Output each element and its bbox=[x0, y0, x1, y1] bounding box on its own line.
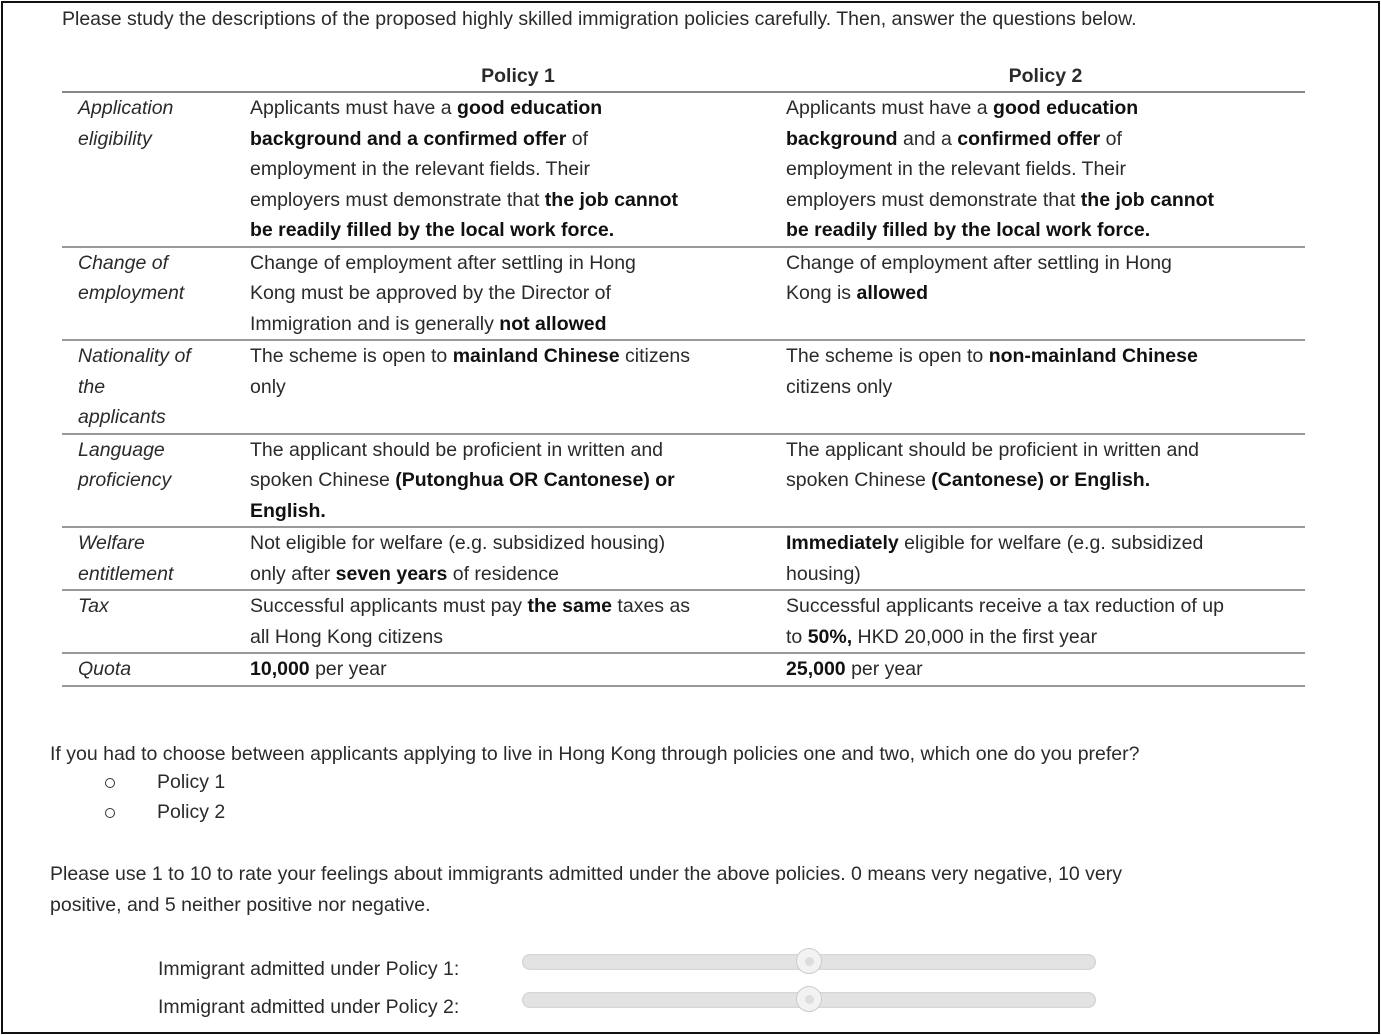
bold-text: the same bbox=[527, 595, 613, 617]
slider-label-policy-2: Immigrant admitted under Policy 2: bbox=[158, 996, 460, 1018]
bold-text: Immediately bbox=[786, 532, 899, 554]
text: Change of employment after settling in Hong bbox=[786, 251, 1172, 274]
text: The scheme is open to bbox=[250, 345, 453, 367]
row-label bbox=[62, 92, 250, 247]
text: The applicant should be proficient in written and bbox=[250, 438, 664, 461]
row-label-line: Language bbox=[78, 438, 165, 461]
cell-line bbox=[250, 591, 786, 622]
slider-thumb[interactable] bbox=[796, 986, 822, 1012]
row-label-line: applicants bbox=[78, 406, 166, 428]
text: all Hong Kong citizens bbox=[250, 625, 443, 648]
policy-1-cell bbox=[250, 527, 786, 590]
bold-text: non-mainland Chinese bbox=[988, 345, 1198, 367]
cell-line bbox=[250, 559, 786, 590]
cell-line bbox=[786, 215, 1305, 246]
text: of bbox=[1100, 127, 1122, 150]
bold-text: confirmed offer bbox=[957, 127, 1101, 150]
radio-policy-2[interactable] bbox=[105, 808, 115, 818]
bold-text: seven years bbox=[335, 562, 448, 585]
policy-1-cell bbox=[250, 590, 786, 653]
bold-text: English. bbox=[250, 499, 326, 522]
option-label: Policy 1 bbox=[157, 771, 226, 793]
table-row bbox=[62, 434, 1305, 528]
policy-1-cell bbox=[250, 247, 786, 341]
bold-text: mainland Chinese bbox=[452, 345, 620, 367]
cell-line bbox=[786, 185, 1305, 216]
table-row bbox=[62, 247, 1305, 341]
cell-line bbox=[250, 435, 786, 466]
row-label-line: entitlement bbox=[78, 562, 174, 585]
row-label bbox=[62, 527, 250, 590]
row-label-line: Application bbox=[78, 97, 174, 119]
text: Kong must be approved by the Director of bbox=[250, 282, 611, 304]
text: HKD 20,000 in the first year bbox=[852, 625, 1098, 648]
cell-line bbox=[250, 341, 786, 372]
bold-text: (Cantonese) or English. bbox=[931, 469, 1151, 491]
cell-line bbox=[250, 93, 786, 124]
cell-line bbox=[786, 528, 1305, 559]
cell-line bbox=[250, 528, 786, 559]
cell-line bbox=[250, 248, 786, 279]
cell-line bbox=[786, 248, 1305, 279]
text: of bbox=[566, 127, 589, 150]
text: and a bbox=[897, 127, 958, 150]
cell-line bbox=[250, 496, 786, 527]
text: employment in the relevant fields. Their bbox=[250, 158, 590, 180]
bold-text: background and a confirmed offer bbox=[250, 127, 567, 150]
cell-line bbox=[250, 124, 786, 155]
policy-table bbox=[62, 62, 1305, 687]
text: per year bbox=[845, 658, 923, 680]
policy-2-cell bbox=[786, 527, 1305, 590]
bold-text: (Putonghua OR Cantonese) or bbox=[395, 469, 675, 491]
policy-2-cell bbox=[786, 434, 1305, 528]
cell-line bbox=[786, 154, 1305, 185]
bold-text: be readily filled by the local work force. bbox=[250, 219, 615, 241]
policy-2-cell bbox=[786, 247, 1305, 341]
bold-text: 25,000 bbox=[786, 658, 846, 680]
cell-line bbox=[786, 591, 1305, 622]
slider-label-policy-1: Immigrant admitted under Policy 1: bbox=[158, 958, 460, 980]
text: Applicants must have a bbox=[786, 97, 994, 119]
policy-2-cell bbox=[786, 653, 1305, 686]
cell-line bbox=[786, 93, 1305, 124]
text: Immigration and is generally bbox=[250, 312, 500, 335]
text: eligible for welfare (e.g. subsidized bbox=[898, 532, 1204, 554]
text: of residence bbox=[447, 562, 559, 585]
text: employers must demonstrate that bbox=[250, 188, 545, 211]
row-label-line: Nationality of bbox=[78, 345, 191, 367]
row-label-line: Welfare bbox=[78, 532, 145, 554]
cell-line bbox=[250, 154, 786, 185]
text: only bbox=[250, 375, 286, 398]
table-row bbox=[62, 92, 1305, 247]
row-label-line: eligibility bbox=[78, 127, 152, 150]
policy-2-cell bbox=[786, 340, 1305, 434]
row-label bbox=[62, 590, 250, 653]
cell-line bbox=[250, 185, 786, 216]
bold-text: background bbox=[786, 127, 898, 150]
row-label-line: employment bbox=[78, 282, 185, 304]
row-label bbox=[62, 340, 250, 434]
row-label-line: the bbox=[78, 375, 106, 398]
row-label-line: Change of bbox=[78, 251, 168, 274]
cell-line bbox=[250, 309, 786, 340]
option-label: Policy 2 bbox=[157, 801, 226, 823]
text: citizens bbox=[619, 345, 691, 367]
bold-text: be readily filled by the local work force. bbox=[786, 219, 1151, 241]
text: taxes as bbox=[612, 595, 691, 617]
text: The scheme is open to bbox=[786, 345, 989, 367]
question-line: Please use 1 to 10 to rate your feelings about immigrants admitted under the above policies. 0 means very negative, 10 very bbox=[50, 863, 1123, 885]
text: Applicants must have a bbox=[250, 97, 458, 119]
cell-line bbox=[786, 124, 1305, 155]
row-label-line: Quota bbox=[78, 658, 132, 680]
text: employment in the relevant fields. Their bbox=[786, 158, 1126, 180]
text: The applicant should be proficient in written and bbox=[786, 438, 1200, 461]
text: Change of employment after settling in Hong bbox=[250, 251, 636, 274]
table-row bbox=[62, 527, 1305, 590]
cell-line bbox=[250, 278, 786, 309]
table-row bbox=[62, 340, 1305, 434]
cell-line bbox=[250, 215, 786, 246]
option-policy-2[interactable] bbox=[105, 801, 225, 824]
text: per year bbox=[309, 658, 387, 680]
policy-2-cell bbox=[786, 590, 1305, 653]
text: Not eligible for welfare (e.g. subsidized housing) bbox=[250, 532, 666, 554]
bold-text: the job cannot bbox=[1080, 188, 1215, 211]
slider-policy-2[interactable] bbox=[522, 992, 1096, 1008]
bold-text: good education bbox=[457, 97, 603, 119]
cell-line bbox=[786, 465, 1305, 496]
radio-policy-1[interactable] bbox=[105, 778, 115, 788]
cell-line bbox=[250, 465, 786, 496]
question-line: positive, and 5 neither positive nor negative. bbox=[50, 893, 431, 916]
row-label bbox=[62, 653, 250, 686]
text: Kong is bbox=[786, 282, 857, 304]
question-preference: If you had to choose between applicants applying to live in Hong Kong through policies one and two, which one do you prefer? bbox=[50, 743, 1140, 765]
slider-thumb[interactable] bbox=[796, 948, 822, 974]
policy-1-cell bbox=[250, 92, 786, 247]
text: spoken Chinese bbox=[786, 469, 932, 491]
cell-line bbox=[786, 435, 1305, 466]
cell-line bbox=[250, 622, 786, 653]
header-policy-1: Policy 1 bbox=[250, 62, 786, 92]
table-row bbox=[62, 590, 1305, 653]
bold-text: 50%, bbox=[807, 625, 853, 648]
question-rating bbox=[50, 859, 1122, 920]
bold-text: allowed bbox=[856, 282, 928, 304]
text: housing) bbox=[786, 562, 861, 585]
text: citizens only bbox=[786, 375, 893, 398]
text: only after bbox=[250, 562, 336, 585]
row-label bbox=[62, 434, 250, 528]
slider-policy-1[interactable] bbox=[522, 954, 1096, 970]
cell-line bbox=[786, 278, 1305, 309]
policy-1-cell bbox=[250, 434, 786, 528]
bold-text: not allowed bbox=[499, 312, 607, 335]
row-label-line: proficiency bbox=[78, 469, 172, 491]
policy-1-cell bbox=[250, 653, 786, 686]
header-policy-2: Policy 2 bbox=[786, 62, 1305, 92]
policy-1-cell bbox=[250, 340, 786, 434]
cell-line bbox=[786, 622, 1305, 653]
instructions: Please study the descriptions of the proposed highly skilled immigration policies carefully. Then, answer the questions below. bbox=[62, 8, 1137, 30]
bold-text: good education bbox=[993, 97, 1139, 119]
bold-text: 10,000 bbox=[250, 658, 310, 680]
text: to bbox=[786, 625, 808, 648]
cell-line bbox=[250, 654, 786, 685]
cell-line bbox=[786, 654, 1305, 685]
cell-line bbox=[786, 372, 1305, 403]
text: employers must demonstrate that bbox=[786, 188, 1081, 211]
option-policy-1[interactable] bbox=[105, 771, 225, 794]
cell-line bbox=[250, 372, 786, 403]
text: Successful applicants receive a tax reduction of up bbox=[786, 595, 1224, 617]
row-label-line: Tax bbox=[78, 595, 109, 617]
cell-line bbox=[786, 559, 1305, 590]
header-blank bbox=[62, 62, 250, 92]
policy-2-cell bbox=[786, 92, 1305, 247]
cell-line bbox=[786, 341, 1305, 372]
text: spoken Chinese bbox=[250, 469, 396, 491]
row-label bbox=[62, 247, 250, 341]
text: Successful applicants must pay bbox=[250, 595, 528, 617]
table-row bbox=[62, 653, 1305, 686]
bold-text: the job cannot bbox=[544, 188, 679, 211]
